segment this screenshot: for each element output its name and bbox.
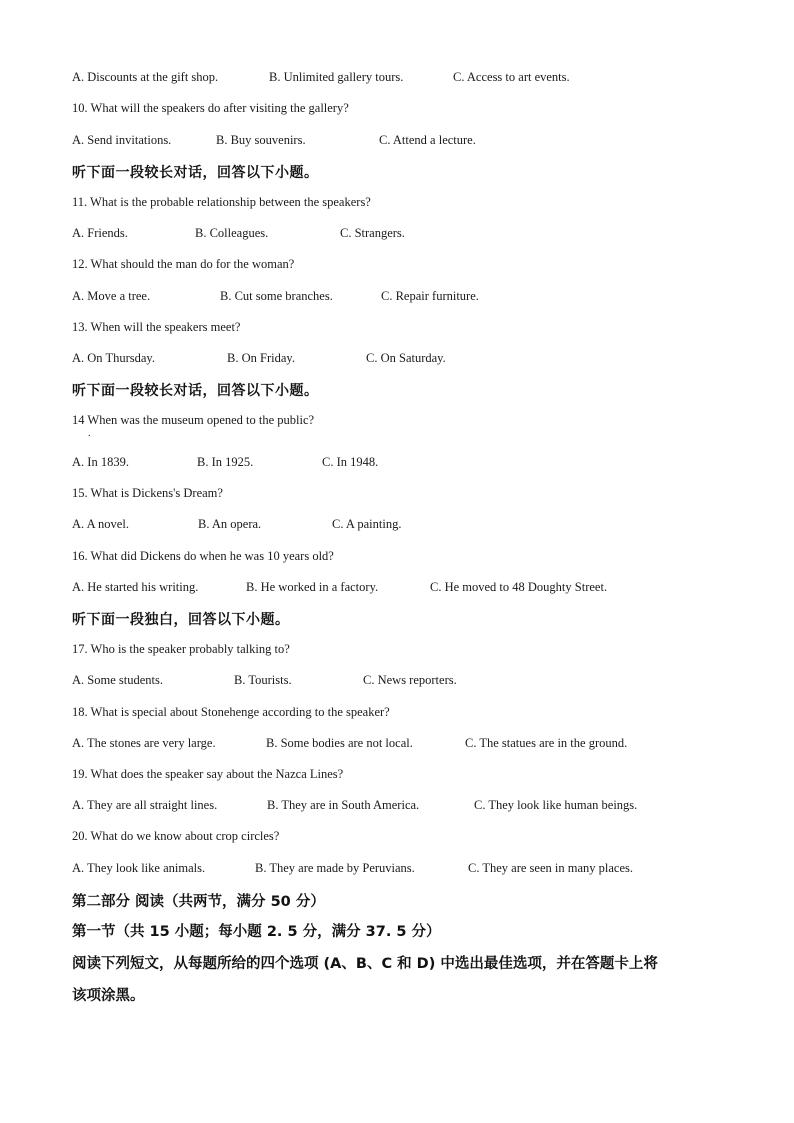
option-b: B. Cut some branches. — [220, 289, 333, 303]
question-12: 12. What should the man do for the woman? — [72, 257, 295, 271]
option-a: A. Move a tree. — [72, 289, 151, 303]
stray-dot: . — [88, 428, 91, 439]
option-c: C. In 1948. — [322, 455, 379, 469]
option-c: C. The statues are in the ground. — [465, 736, 628, 750]
question-11: 11. What is the probable relationship between the speakers? — [72, 195, 371, 209]
option-a: A. A novel. — [72, 517, 129, 531]
section-heading-monologue: 听下面一段独白，回答以下小题。 — [72, 612, 290, 628]
question-16: 16. What did Dickens do when he was 10 years old? — [72, 549, 334, 563]
option-a: A. In 1839. — [72, 455, 129, 469]
question-19: 19. What does the speaker say about the Nazca Lines? — [72, 767, 344, 781]
question-20: 20. What do we know about crop circles? — [72, 829, 280, 843]
option-b: B. They are in South America. — [267, 798, 420, 812]
section-one-heading: 第一节（共 15 小题；每小题 2. 5 分，满分 37. 5 分） — [72, 924, 441, 940]
option-a: A. Friends. — [72, 226, 128, 240]
option-b: B. Colleagues. — [195, 226, 269, 240]
option-c: C. A painting. — [332, 517, 402, 531]
option-c: C. Attend a lecture. — [379, 133, 476, 147]
option-b: B. Tourists. — [234, 673, 292, 687]
option-b: B. In 1925. — [197, 455, 254, 469]
option-c: C. He moved to 48 Doughty Street. — [430, 580, 608, 594]
option-c: C. On Saturday. — [366, 351, 446, 365]
option-c: C. Repair furniture. — [381, 289, 479, 303]
option-a: A. On Thursday. — [72, 351, 155, 365]
section-heading-dialogue-2: 听下面一段较长对话，回答以下小题。 — [72, 383, 319, 399]
option-b: B. They are made by Peruvians. — [255, 861, 415, 875]
option-a: A. Discounts at the gift shop. — [72, 70, 219, 84]
option-a: A. They look like animals. — [72, 861, 206, 875]
reading-instruction-line-2: 该项涂黑。 — [72, 988, 145, 1004]
option-a: A. They are all straight lines. — [72, 798, 218, 812]
part-two-heading: 第二部分 阅读（共两节，满分 50 分） — [72, 894, 325, 910]
option-c: C. They look like human beings. — [474, 798, 638, 812]
question-10: 10. What will the speakers do after visiting the gallery? — [72, 101, 349, 115]
question-13: 13. When will the speakers meet? — [72, 320, 241, 334]
option-a: A. Send invitations. — [72, 133, 172, 147]
option-c: C. Access to art events. — [453, 70, 570, 84]
question-17: 17. Who is the speaker probably talking to? — [72, 642, 290, 656]
option-c: C. News reporters. — [363, 673, 457, 687]
option-b: B. Unlimited gallery tours. — [269, 70, 404, 84]
option-c: C. Strangers. — [340, 226, 405, 240]
option-b: B. An opera. — [198, 517, 262, 531]
question-18: 18. What is special about Stonehenge according to the speaker? — [72, 705, 390, 719]
option-b: B. On Friday. — [227, 351, 295, 365]
option-c: C. They are seen in many places. — [468, 861, 633, 875]
section-heading-dialogue-1: 听下面一段较长对话，回答以下小题。 — [72, 165, 319, 181]
option-a: A. The stones are very large. — [72, 736, 216, 750]
option-b: B. Some bodies are not local. — [266, 736, 413, 750]
option-b: B. He worked in a factory. — [246, 580, 379, 594]
option-b: B. Buy souvenirs. — [216, 133, 306, 147]
option-a: A. He started his writing. — [72, 580, 199, 594]
reading-instruction-line-1: 阅读下列短文，从每题所给的四个选项 (A、B、C 和 D) 中选出最佳选项，并在答题卡上将 — [72, 956, 658, 972]
question-14: 14 When was the museum opened to the public? — [72, 413, 315, 427]
question-15: 15. What is Dickens's Dream? — [72, 486, 223, 500]
option-a: A. Some students. — [72, 673, 163, 687]
